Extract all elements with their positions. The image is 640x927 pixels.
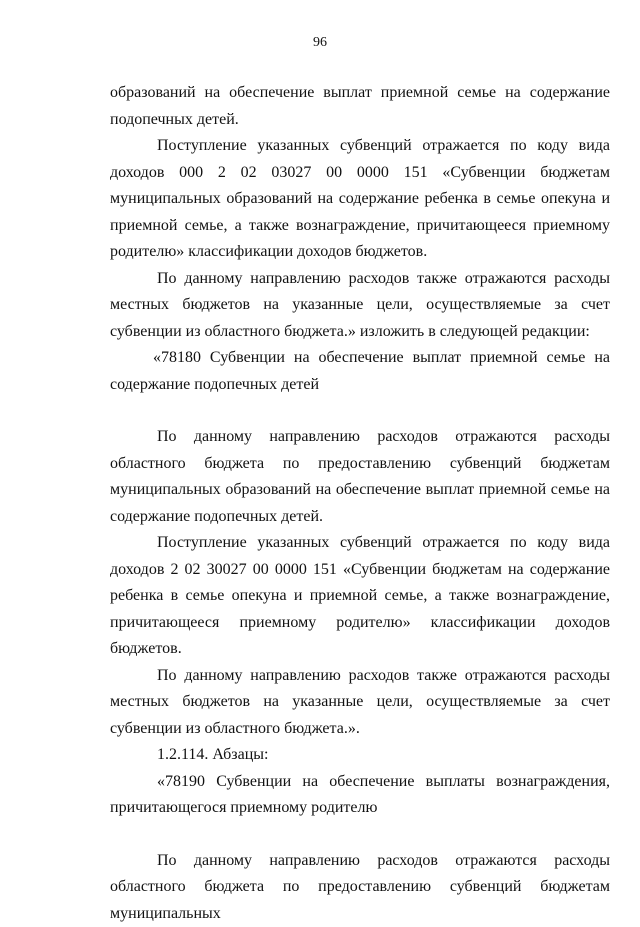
paragraph-9-code-78190: «78190 Субвенции на обеспечение выплаты вознаграждения, причитающегося приемному родителю — [110, 769, 610, 822]
paragraph-1: образований на обеспечение выплат приемной семье на содержание подопечных детей. — [110, 80, 610, 133]
paragraph-6: Поступление указанных субвенций отражается по коду вида доходов 2 02 30027 00 0000 151 «Субвенции бюджетам на содержание ребенка в семье опекуна и приемной семье, а также вознаграждение, причитающееся приемному родителю» классификации доходов бюджетов. — [110, 530, 610, 663]
page-number: 96 — [0, 34, 640, 52]
paragraph-3: По данному направлению расходов также отражаются расходы местных бюджетов на указанные цели, осуществляемые за счет субвенции из областного бюджета.» изложить в следующей редакции: — [110, 266, 610, 346]
paragraph-7: По данному направлению расходов также отражаются расходы местных бюджетов на указанные цели, осуществляемые за счет субвенции из областного бюджета.». — [110, 663, 610, 743]
paragraph-2: Поступление указанных субвенций отражается по коду вида доходов 000 2 02 03027 00 0000 151 «Субвенции бюджетам муниципальных образований на содержание ребенка в семье опекуна и приемной семье, а также вознаграждение, причитающееся приемному родителю» классификации доходов бюджетов. — [110, 133, 610, 266]
document-body — [110, 80, 610, 927]
paragraph-8-section-heading: 1.2.114. Абзацы: — [110, 742, 610, 769]
paragraph-5: По данному направлению расходов отражаются расходы областного бюджета по предоставлению субвенций бюджетам муниципальных образований на обеспечение выплат приемной семье на содержание подопечных детей. — [110, 424, 610, 530]
paragraph-4-code-78180: «78180 Субвенции на обеспечение выплат приемной семье на содержание подопечных детей — [110, 345, 610, 398]
paragraph-10: По данному направлению расходов отражаются расходы областного бюджета по предоставлению субвенций бюджетам муниципальных — [110, 848, 610, 927]
